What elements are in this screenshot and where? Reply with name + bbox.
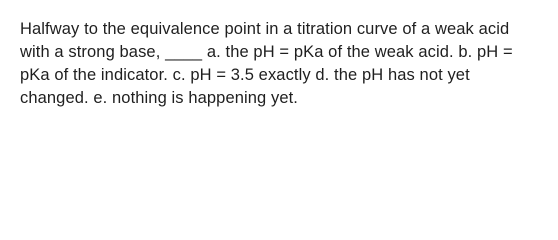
question-text: Halfway to the equivalence point in a titration curve of a weak acid with a strong base, ____ a. the pH = pKa of the weak acid. b. pH = pKa of the indicator. c. pH = 3.5 exactly d. the pH has not yet changed. e. nothing is happening yet. (20, 20, 513, 107)
